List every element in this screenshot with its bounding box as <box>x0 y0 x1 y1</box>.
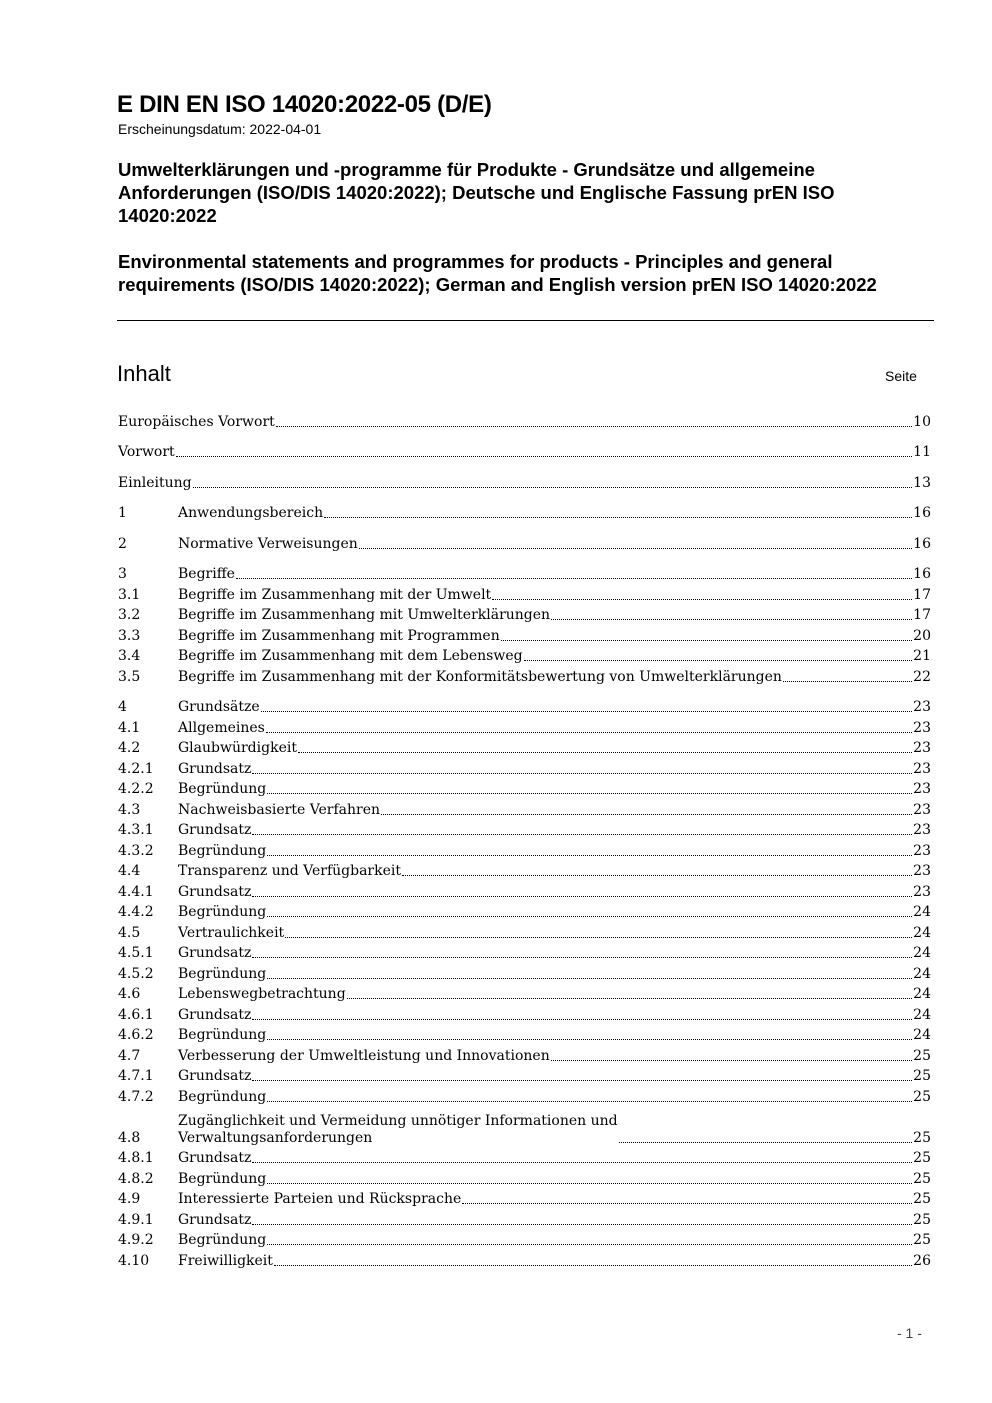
toc-entry-number: 4.8 <box>118 1129 141 1146</box>
toc-entry[interactable] <box>118 1065 931 1086</box>
toc-leader-dots <box>298 752 912 753</box>
toc-leader-dots <box>267 978 912 979</box>
toc-entry[interactable] <box>118 1147 931 1168</box>
toc-entry-title: Grundsatz <box>178 1211 252 1228</box>
toc-entry-title: Grundsatz <box>178 883 252 900</box>
toc-leader-dots <box>252 1080 912 1081</box>
title-german: Umwelterklärungen und -programme für Produkte - Grundsätze und allgemeine Anforderungen (ISO/DIS 14020:2022); Deutsche und Englische Fassung prEN ISO 14020:2022 <box>118 159 835 226</box>
toc-entry-title: Begriffe im Zusammenhang mit Umwelterklärungen <box>178 607 551 623</box>
toc-entry-number: 4.7.1 <box>118 1068 154 1084</box>
toc-entry[interactable] <box>118 471 931 492</box>
toc-entry-title: Lebenswegbetrachtung <box>178 986 346 1002</box>
toc-entry-title: Grundsatz <box>178 760 252 777</box>
toc-entry[interactable] <box>118 921 931 942</box>
header-divider <box>117 320 934 321</box>
toc-entry[interactable] <box>118 1024 931 1045</box>
toc-entry-text-wrap <box>178 669 913 686</box>
toc-entry[interactable] <box>118 624 931 645</box>
toc-leader-dots <box>267 1039 912 1040</box>
toc-entry-number: 4.9.1 <box>118 1211 154 1228</box>
toc-leader-dots <box>347 998 913 999</box>
toc-entry-text-wrap <box>178 884 913 901</box>
toc-entry-page: 25 <box>913 1170 931 1187</box>
toc-leader-dots <box>324 517 912 518</box>
toc-entry-page: 16 <box>913 505 931 521</box>
toc-entry-title: Begründung <box>178 781 267 797</box>
toc-entry[interactable] <box>118 1003 931 1024</box>
toc-entry-text-wrap <box>178 1007 913 1024</box>
toc-entry-page: 13 <box>913 474 931 491</box>
toc-entry-title: Begründung <box>178 1170 267 1187</box>
toc-entry-text-wrap <box>178 1048 913 1065</box>
table-of-contents <box>118 410 931 1270</box>
toc-entry-text-wrap <box>178 863 913 880</box>
toc-leader-dots <box>267 1244 912 1245</box>
toc-entry[interactable] <box>118 410 931 431</box>
toc-entry-page: 23 <box>913 822 931 838</box>
toc-leader-dots <box>266 732 912 733</box>
toc-entry[interactable] <box>118 757 931 778</box>
toc-entry[interactable] <box>118 962 931 983</box>
toc-entry-number: 4.8.2 <box>118 1170 154 1187</box>
toc-entry-page: 23 <box>913 781 931 797</box>
toc-entry-page: 16 <box>913 566 931 582</box>
toc-leader-dots <box>252 834 912 835</box>
toc-entry-number: 4 <box>118 699 127 715</box>
toc-entry-title: Begriffe im Zusammenhang mit dem Lebensweg <box>178 648 523 664</box>
toc-entry[interactable] <box>118 798 931 819</box>
toc-entry-text-wrap <box>178 945 913 962</box>
toc-entry[interactable] <box>118 716 931 737</box>
toc-entry-text-wrap <box>178 720 913 737</box>
toc-entry-title: Zugänglichkeit und Vermeidung unnötiger Informationen und Verwaltungsanforderungen <box>178 1112 618 1146</box>
toc-entry-text-wrap <box>178 802 913 819</box>
toc-entry-page: 25 <box>913 1211 931 1228</box>
toc-leader-dots <box>267 793 912 794</box>
toc-entry-title: Europäisches Vorwort <box>118 413 275 430</box>
toc-entry-page: 25 <box>913 1150 931 1166</box>
toc-entry-number: 4.5.2 <box>118 965 154 982</box>
toc-entry[interactable] <box>118 860 931 881</box>
toc-entry[interactable] <box>118 1085 931 1106</box>
toc-entry[interactable] <box>118 1208 931 1229</box>
toc-entry[interactable] <box>118 1249 931 1270</box>
toc-entry-text-wrap <box>118 414 913 431</box>
toc-entry-text-wrap <box>178 536 913 553</box>
toc-entry-title: Normative Verweisungen <box>178 535 358 552</box>
toc-entry-text-wrap <box>178 1191 913 1208</box>
toc-entry-number: 4.5 <box>118 924 141 941</box>
toc-entry-text-wrap <box>178 986 913 1003</box>
toc-entry-title: Begründung <box>178 1088 267 1105</box>
toc-entry-text-wrap <box>178 740 913 757</box>
toc-leader-dots <box>276 426 912 427</box>
toc-entry[interactable] <box>118 645 931 666</box>
toc-entry-text-wrap <box>178 1027 913 1044</box>
toc-entry-page: 25 <box>913 1129 931 1146</box>
toc-entry-page: 24 <box>913 965 931 982</box>
toc-entry[interactable] <box>118 839 931 860</box>
toc-entry-number: 4.1 <box>118 719 141 736</box>
toc-leader-dots <box>252 1224 912 1225</box>
toc-entry[interactable] <box>118 942 931 963</box>
toc-leader-dots <box>285 937 912 938</box>
toc-entry-page: 25 <box>913 1232 931 1248</box>
toc-leader-dots <box>267 1101 912 1102</box>
toc-entry-page: 25 <box>913 1047 931 1064</box>
toc-leader-dots <box>261 711 912 712</box>
toc-entry-text-wrap <box>178 648 913 665</box>
toc-entry[interactable] <box>118 901 931 922</box>
toc-entry-title: Freiwilligkeit <box>178 1252 273 1269</box>
toc-leader-dots <box>551 619 912 620</box>
toc-leader-dots <box>492 599 912 600</box>
toc-entry-number: 4.4.1 <box>118 883 154 900</box>
toc-entry[interactable] <box>118 1167 931 1188</box>
toc-entry-number: 3 <box>118 566 127 582</box>
toc-entry[interactable] <box>118 737 931 758</box>
toc-entry-title: Begriffe <box>178 566 235 582</box>
toc-entry-title: Begründung <box>178 842 267 859</box>
toc-entry-page: 20 <box>913 627 931 644</box>
toc-entry[interactable] <box>118 696 931 717</box>
toc-entry-number: 2 <box>118 535 127 552</box>
toc-entry[interactable] <box>118 983 931 1004</box>
toc-leader-dots <box>381 814 912 815</box>
toc-entry-number: 4.2.2 <box>118 781 154 797</box>
toc-page-column-label: Seite <box>885 368 917 384</box>
toc-entry-text-wrap <box>178 1253 913 1270</box>
toc-entry-title: Verbesserung der Umweltleistung und Innovationen <box>178 1047 550 1064</box>
toc-entry-title: Grundsatz <box>178 1006 252 1023</box>
toc-entry-number: 4.2.1 <box>118 760 154 777</box>
toc-entry-number: 4.8.1 <box>118 1150 154 1166</box>
toc-leader-dots <box>551 1060 912 1061</box>
toc-entry-text-wrap <box>178 505 913 522</box>
toc-entry-title: Anwendungsbereich <box>178 505 324 521</box>
toc-entry-page: 24 <box>913 904 931 920</box>
toc-leader-dots <box>501 640 912 641</box>
toc-entry-text-wrap <box>178 566 913 583</box>
toc-entry-page: 23 <box>913 760 931 777</box>
toc-entry-page: 24 <box>913 1027 931 1043</box>
toc-entry[interactable] <box>118 880 931 901</box>
toc-entry-text-wrap <box>178 822 913 839</box>
toc-entry[interactable] <box>118 1044 931 1065</box>
toc-entry-page: 23 <box>913 863 931 879</box>
toc-entry-number: 4.6 <box>118 986 141 1002</box>
toc-entry-text-wrap <box>118 444 913 461</box>
toc-entry-title: Vorwort <box>118 444 175 460</box>
toc-entry-page: 16 <box>913 535 931 552</box>
toc-entry-title: Grundsatz <box>178 822 252 838</box>
toc-leader-dots <box>359 548 912 549</box>
toc-entry-page: 24 <box>913 1006 931 1023</box>
toc-entry-number: 3.3 <box>118 627 141 644</box>
toc-entry-text-wrap <box>178 1232 913 1249</box>
toc-entry-number: 3.2 <box>118 607 141 623</box>
toc-leader-dots <box>783 681 912 682</box>
toc-leader-dots <box>524 660 913 661</box>
toc-entry-number: 4.10 <box>118 1252 150 1269</box>
toc-entry-page: 24 <box>913 945 931 961</box>
toc-entry-text-wrap <box>178 1171 913 1188</box>
toc-entry-title: Grundsätze <box>178 699 260 715</box>
toc-leader-dots <box>274 1265 912 1266</box>
toc-entry[interactable] <box>118 665 931 686</box>
toc-entry-title: Begriffe im Zusammenhang mit der Umwelt <box>178 586 492 603</box>
toc-leader-dots <box>402 875 912 876</box>
toc-entry-number: 3.4 <box>118 648 141 664</box>
toc-leader-dots <box>619 1142 913 1143</box>
toc-entry[interactable] <box>118 604 931 625</box>
toc-entry-page: 25 <box>913 1191 931 1207</box>
toc-entry-title: Vertraulichkeit <box>178 924 285 941</box>
toc-leader-dots <box>267 1183 912 1184</box>
toc-entry-title: Allgemeines <box>178 719 265 736</box>
toc-entry-number: 4.4 <box>118 863 141 879</box>
toc-leader-dots <box>252 773 912 774</box>
toc-entry-number: 4.2 <box>118 740 141 756</box>
toc-entry-number: 4.7 <box>118 1047 141 1064</box>
page-number: - 1 - <box>897 1325 922 1341</box>
toc-entry-number: 1 <box>118 505 127 521</box>
toc-entry-number: 4.4.2 <box>118 904 154 920</box>
toc-entry-text-wrap <box>178 628 913 645</box>
toc-entry-number: 4.9.2 <box>118 1232 154 1248</box>
toc-entry-text-wrap <box>178 587 913 604</box>
toc-entry-title: Glaubwürdigkeit <box>178 740 297 756</box>
toc-entry-title: Begründung <box>178 1232 267 1248</box>
document-id: E DIN EN ISO 14020:2022-05 (D/E) <box>117 91 492 118</box>
toc-leader-dots <box>252 1162 912 1163</box>
toc-entry-title: Grundsatz <box>178 945 252 961</box>
toc-leader-dots <box>176 456 912 457</box>
toc-leader-dots <box>462 1203 912 1204</box>
toc-entry-text-wrap <box>118 475 913 492</box>
toc-entry-page: 25 <box>913 1068 931 1084</box>
toc-entry[interactable] <box>118 583 931 604</box>
toc-entry-text-wrap <box>178 1089 913 1106</box>
toc-entry-text-wrap <box>178 699 913 716</box>
toc-entry[interactable] <box>118 532 931 553</box>
toc-entry-title: Begründung <box>178 965 267 982</box>
toc-entry-title: Begründung <box>178 1027 267 1043</box>
toc-entry[interactable] <box>118 819 931 840</box>
toc-entry-number: 4.3.2 <box>118 842 154 859</box>
toc-entry[interactable] <box>118 1106 931 1147</box>
toc-entry-text-wrap <box>178 1212 913 1229</box>
toc-entry-number: 4.6.1 <box>118 1006 154 1023</box>
toc-entry-title: Begründung <box>178 904 267 920</box>
toc-leader-dots <box>252 957 912 958</box>
toc-leader-dots <box>267 855 912 856</box>
toc-entry-title: Grundsatz <box>178 1150 252 1166</box>
toc-leader-dots <box>267 916 912 917</box>
toc-heading: Inhalt <box>117 361 171 386</box>
toc-entry-text-wrap <box>178 966 913 983</box>
toc-entry-text-wrap <box>178 1113 913 1147</box>
toc-entry-page: 23 <box>913 883 931 900</box>
toc-entry[interactable] <box>118 1229 931 1250</box>
toc-entry-page: 11 <box>913 444 931 460</box>
toc-leader-dots <box>236 578 912 579</box>
toc-entry-page: 21 <box>913 648 931 664</box>
toc-entry-text-wrap <box>178 1150 913 1167</box>
toc-entry-text-wrap <box>178 781 913 798</box>
title-english: Environmental statements and programmes for products - Principles and general requirements (ISO/DIS 14020:2022); German and English version prEN ISO 14020:2022 <box>118 251 877 295</box>
toc-entry[interactable] <box>118 1188 931 1209</box>
toc-entry[interactable] <box>118 563 931 584</box>
publication-date: Erscheinungsdatum: 2022-04-01 <box>118 121 322 137</box>
toc-entry-page: 25 <box>913 1088 931 1105</box>
toc-entry-page: 23 <box>913 801 931 818</box>
toc-entry-text-wrap <box>178 925 913 942</box>
toc-entry-number: 4.3.1 <box>118 822 154 838</box>
toc-leader-dots <box>252 896 912 897</box>
toc-entry-page: 22 <box>913 668 931 685</box>
toc-entry-title: Nachweisbasierte Verfahren <box>178 801 381 818</box>
toc-entry-number: 4.6.2 <box>118 1027 154 1043</box>
toc-entry-page: 24 <box>913 986 931 1002</box>
toc-entry-number: 3.5 <box>118 668 141 685</box>
toc-entry-page: 26 <box>913 1252 931 1269</box>
toc-entry-title: Begriffe im Zusammenhang mit Programmen <box>178 627 500 644</box>
toc-entry-page: 10 <box>913 413 931 430</box>
toc-entry-text-wrap <box>178 904 913 921</box>
toc-entry-title: Interessierte Parteien und Rücksprache <box>178 1191 462 1207</box>
toc-entry-text-wrap <box>178 1068 913 1085</box>
toc-entry-number: 3.1 <box>118 586 141 603</box>
toc-entry-title: Begriffe im Zusammenhang mit der Konformitätsbewertung von Umwelterklärungen <box>178 668 782 685</box>
toc-leader-dots <box>193 487 913 488</box>
toc-entry-number: 4.7.2 <box>118 1088 154 1105</box>
toc-entry-text-wrap <box>178 607 913 624</box>
toc-entry-page: 23 <box>913 719 931 736</box>
toc-entry-number: 4.5.1 <box>118 945 154 961</box>
toc-entry-page: 17 <box>913 586 931 603</box>
toc-entry-number: 4.3 <box>118 801 141 818</box>
toc-entry[interactable] <box>118 502 931 523</box>
toc-entry-page: 23 <box>913 740 931 756</box>
toc-entry-text-wrap <box>178 843 913 860</box>
toc-entry[interactable] <box>118 441 931 462</box>
toc-entry-text-wrap <box>178 761 913 778</box>
toc-entry-page: 23 <box>913 842 931 859</box>
toc-entry-page: 17 <box>913 607 931 623</box>
toc-entry-page: 23 <box>913 699 931 715</box>
toc-entry-title: Grundsatz <box>178 1068 252 1084</box>
toc-entry-number: 4.9 <box>118 1191 141 1207</box>
toc-entry-page: 24 <box>913 924 931 941</box>
toc-entry[interactable] <box>118 778 931 799</box>
toc-entry-title: Transparenz und Verfügbarkeit <box>178 863 401 879</box>
toc-leader-dots <box>252 1019 912 1020</box>
toc-entry-title: Einleitung <box>118 474 192 491</box>
